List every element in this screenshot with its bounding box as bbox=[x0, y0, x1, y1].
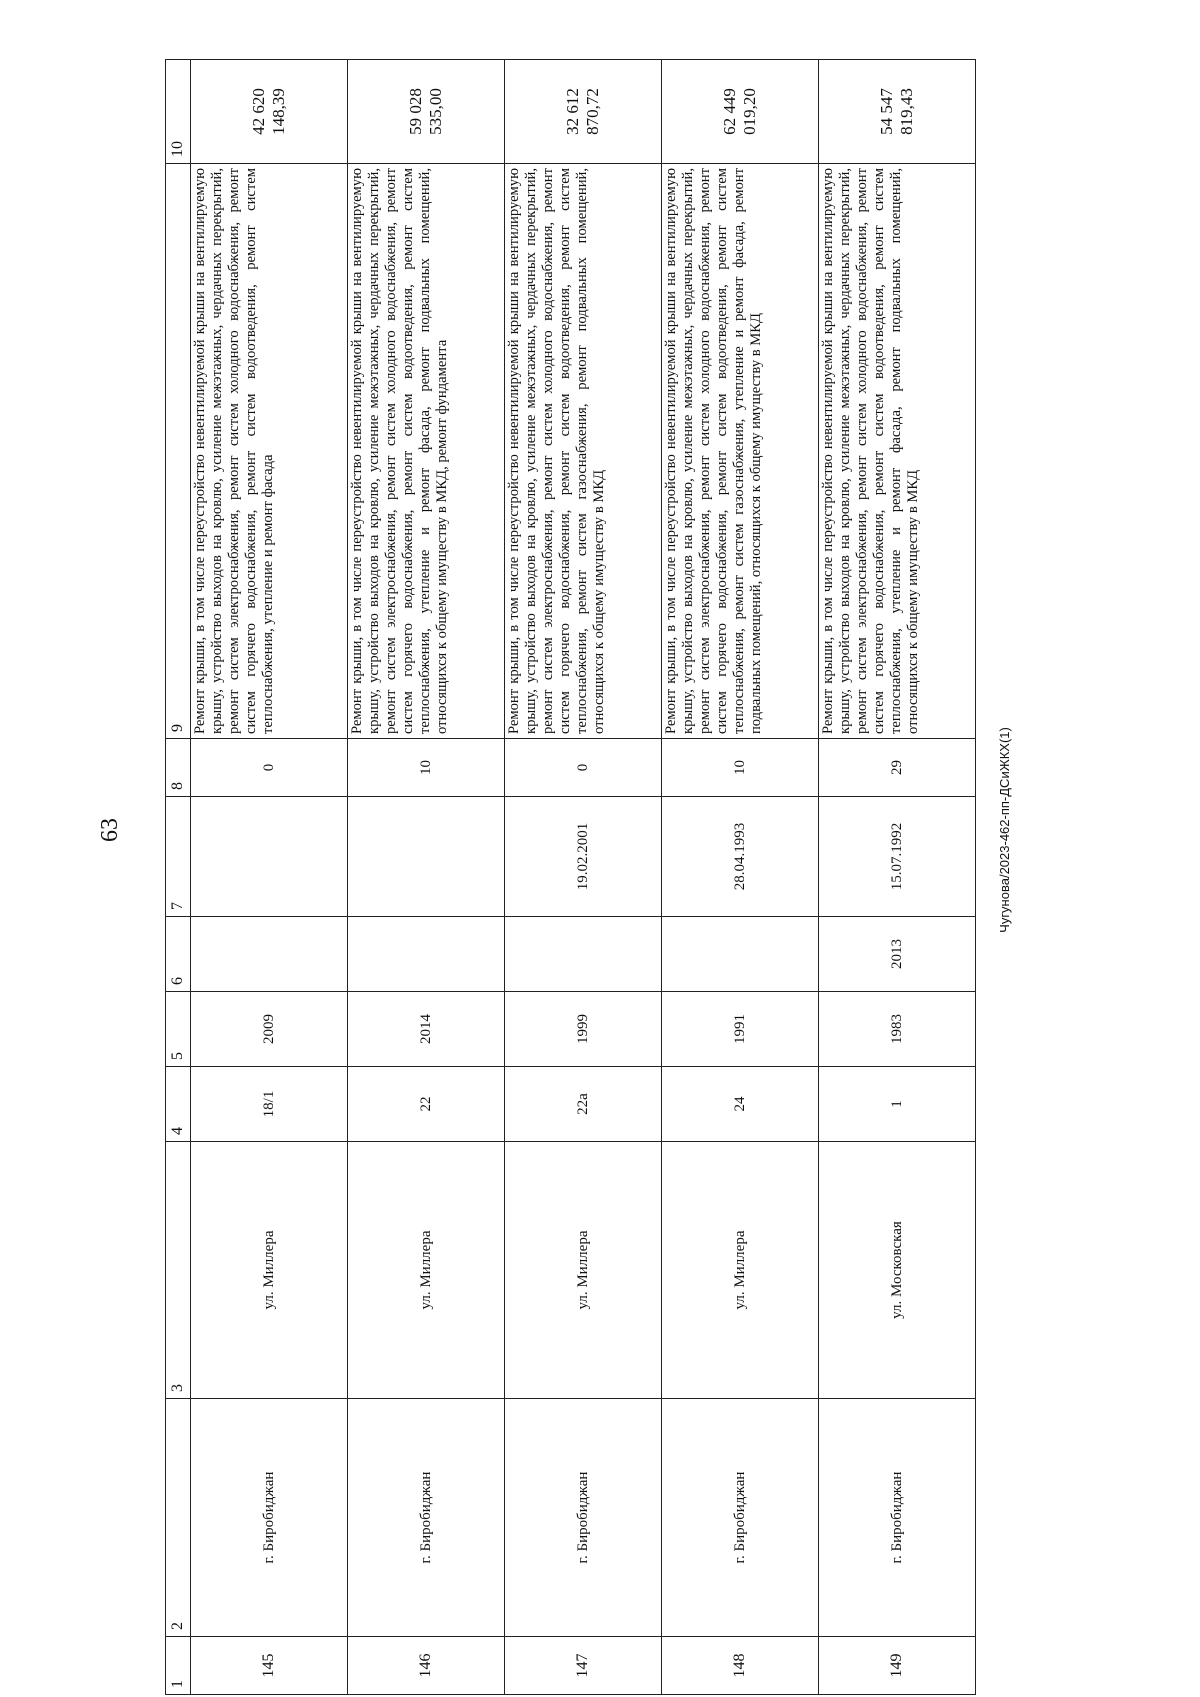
city-cell: г. Биробиджан bbox=[505, 1399, 662, 1637]
column-header: 8 bbox=[166, 739, 191, 797]
date-cell bbox=[191, 797, 348, 917]
work-description-cell: Ремонт крыши, в том числе переустройство невентилируемой крыши на вентилируемую крышу, устройство выходов на кровлю, усиление межэтажных, чердачных перекрытий, ремонт систем электроснабжения, ремонт систем холодного водоснабжения, ремонт систем горячего водоснабжения, ремонт систем водоотведения, ремонт систем теплоснабжения, ремонт систем газоснабжения, ремонт подвальных помещений, относящихся к общему имуществу в МКД bbox=[505, 164, 662, 739]
date-cell bbox=[348, 797, 505, 917]
amount-cell: 32 612 870,72 bbox=[505, 60, 662, 164]
date-cell: 19.02.2001 bbox=[505, 797, 662, 917]
year-cell-2 bbox=[348, 917, 505, 992]
row-number: 146 bbox=[348, 1637, 505, 1695]
year-cell-2 bbox=[662, 917, 819, 992]
work-description-cell: Ремонт крыши, в том числе переустройство невентилируемой крыши на вентилируемую крышу, устройство выходов на кровлю, усиление межэтажных, чердачных перекрытий, ремонт систем электроснабжения, ремонт систем холодного водоснабжения, ремонт систем горячего водоснабжения, ремонт систем водоотведения, ремонт систем теплоснабжения, ремонт систем газоснабжения, утепление и ремонт фасада, ремонт подвальных помещений, относящихся к общему имуществу в МКД bbox=[662, 164, 819, 739]
document-footer: Чугунова/2023-462-пп-ДСиЖКХ(1) bbox=[997, 727, 1012, 933]
amount-cell: 62 449 019,20 bbox=[662, 60, 819, 164]
house-number-cell: 22а bbox=[505, 1067, 662, 1142]
work-description-cell: Ремонт крыши, в том числе переустройство невентилируемой крыши на вентилируемую крышу, устройство выходов на кровлю, усиление межэтажных, чердачных перекрытий, ремонт систем электроснабжения, ремонт систем холодного водоснабжения, ремонт систем горячего водоснабжения, ремонт систем водоотведения, ремонт систем теплоснабжения, утепление и ремонт фасада, ремонт подвальных помещений, относящихся к общему имуществу в МКД, ремонт фундамента bbox=[348, 164, 505, 739]
city-cell: г. Биробиджан bbox=[819, 1399, 976, 1637]
count-cell: 29 bbox=[819, 739, 976, 797]
year-cell-2 bbox=[505, 917, 662, 992]
column-header: 3 bbox=[166, 1142, 191, 1399]
street-cell: ул. Миллера bbox=[662, 1142, 819, 1399]
column-header: 6 bbox=[166, 917, 191, 992]
year-cell-2: 2013 bbox=[819, 917, 976, 992]
table-row bbox=[819, 60, 976, 1695]
street-cell: ул. Московская bbox=[819, 1142, 976, 1399]
work-description-cell: Ремонт крыши, в том числе переустройство невентилируемой крыши на вентилируемую крышу, устройство выходов на кровлю, усиление межэтажных, чердачных перекрытий, ремонт систем электроснабжения, ремонт систем холодного водоснабжения, ремонт систем горячего водоснабжения, ремонт систем водоотведения, ремонт систем теплоснабжения, утепление и ремонт фасада bbox=[191, 164, 348, 739]
work-description-cell: Ремонт крыши, в том числе переустройство невентилируемой крыши на вентилируемую крышу, устройство выходов на кровлю, усиление межэтажных, чердачных перекрытий, ремонт систем электроснабжения, ремонт систем холодного водоснабжения, ремонт систем горячего водоснабжения, ремонт систем водоотведения, ремонт систем теплоснабжения, утепление и ремонт фасада, ремонт подвальных помещений, относящихся к общему имуществу в МКД bbox=[819, 164, 976, 739]
city-cell: г. Биробиджан bbox=[191, 1399, 348, 1637]
street-cell: ул. Миллера bbox=[505, 1142, 662, 1399]
amount-cell: 42 620 148,39 bbox=[191, 60, 348, 164]
year-cell: 1983 bbox=[819, 992, 976, 1067]
city-cell: г. Биробиджан bbox=[662, 1399, 819, 1637]
header-row bbox=[166, 60, 191, 1695]
count-cell: 10 bbox=[348, 739, 505, 797]
column-header: 4 bbox=[166, 1067, 191, 1142]
column-header: 7 bbox=[166, 797, 191, 917]
page-number: 63 bbox=[97, 818, 123, 842]
year-cell: 2014 bbox=[348, 992, 505, 1067]
column-header: 2 bbox=[166, 1399, 191, 1637]
repair-program-table bbox=[165, 59, 976, 1695]
column-header: 10 bbox=[166, 60, 191, 164]
date-cell: 28.04.1993 bbox=[662, 797, 819, 917]
column-header: 5 bbox=[166, 992, 191, 1067]
column-header: 9 bbox=[166, 164, 191, 739]
house-number-cell: 24 bbox=[662, 1067, 819, 1142]
table-row bbox=[348, 60, 505, 1695]
house-number-cell: 1 bbox=[819, 1067, 976, 1142]
column-header: 1 bbox=[166, 1637, 191, 1695]
year-cell: 1999 bbox=[505, 992, 662, 1067]
row-number: 149 bbox=[819, 1637, 976, 1695]
table-row bbox=[191, 60, 348, 1695]
year-cell: 1991 bbox=[662, 992, 819, 1067]
row-number: 145 bbox=[191, 1637, 348, 1695]
house-number-cell: 18/1 bbox=[191, 1067, 348, 1142]
count-cell: 0 bbox=[505, 739, 662, 797]
house-number-cell: 22 bbox=[348, 1067, 505, 1142]
row-number: 148 bbox=[662, 1637, 819, 1695]
year-cell: 2009 bbox=[191, 992, 348, 1067]
street-cell: ул. Миллера bbox=[191, 1142, 348, 1399]
city-cell: г. Биробиджан bbox=[348, 1399, 505, 1637]
amount-cell: 54 547 819,43 bbox=[819, 60, 976, 164]
count-cell: 10 bbox=[662, 739, 819, 797]
count-cell: 0 bbox=[191, 739, 348, 797]
row-number: 147 bbox=[505, 1637, 662, 1695]
year-cell-2 bbox=[191, 917, 348, 992]
table-row bbox=[505, 60, 662, 1695]
date-cell: 15.07.1992 bbox=[819, 797, 976, 917]
repair-table-container bbox=[165, 60, 1095, 1695]
table-row bbox=[662, 60, 819, 1695]
street-cell: ул. Миллера bbox=[348, 1142, 505, 1399]
amount-cell: 59 028 535,00 bbox=[348, 60, 505, 164]
